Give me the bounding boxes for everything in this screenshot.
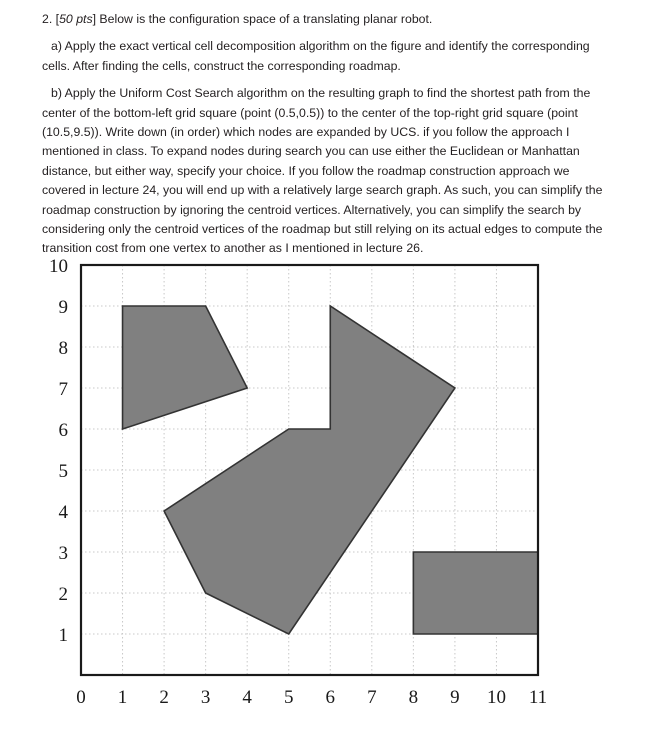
y-tick-label: 8 (58, 338, 68, 359)
x-tick-label: 11 (528, 687, 548, 708)
paragraph-part-b: b) Apply the Uniform Cost Search algorithm on the resulting graph to find the shortest path from the center of the bottom-left grid square (point (0.5,0.5)) to the center of the top-right grid square (point (10.5,9.5)). Write down (in order) which nodes are expanded by UCS. if you follow the approach I mentioned in class. To expand nodes during search you can use either the Euclidean or Manhattan distance, but either way, specify your choice. If you follow the roadmap construction approach we covered in lecture 24, you will end up with a relatively large search graph. As such, you can simplify the roadmap construction by ignoring the centroid vertices. Alternatively, you can simplify the search by considering only the centroid vertices of the roadmap but still relying on its actual edges to compute the transition cost from one vertex to another as I mentioned in lecture 26. (42, 86, 603, 256)
configuration-space-figure (0, 248, 651, 728)
problem-header-text: ] Below is the configuration space of a translating planar robot. (92, 12, 433, 26)
paragraph-part-a: a) Apply the exact vertical cell decomposition algorithm on the figure and identify the corresponding cells. After finding the cells, construct the corresponding roadmap. (42, 39, 590, 73)
x-tick-label: 4 (242, 687, 252, 708)
problem-statement (42, 10, 614, 267)
problem-number: 2. [ (42, 12, 60, 26)
x-tick-label: 6 (325, 687, 336, 708)
y-tick-label: 3 (58, 543, 68, 564)
y-tick-label: 10 (49, 256, 68, 277)
y-tick-label: 5 (58, 461, 68, 482)
x-tick-label: 2 (159, 687, 169, 708)
x-tick-label: 8 (408, 687, 419, 708)
y-tick-label: 6 (58, 420, 68, 441)
x-tick-label: 3 (200, 687, 211, 708)
x-tick-label: 5 (283, 687, 294, 708)
y-tick-label: 2 (58, 584, 68, 605)
obstacle-lower-right-rect (413, 552, 538, 634)
x-tick-label: 0 (76, 687, 86, 708)
configuration-space-plot (0, 248, 651, 728)
x-tick-label: 10 (486, 687, 506, 708)
points-emphasis: 50 pts (59, 12, 93, 26)
x-tick-label: 1 (117, 687, 128, 708)
y-tick-label: 1 (58, 625, 68, 646)
y-tick-label: 7 (58, 379, 68, 400)
y-tick-label: 9 (58, 297, 68, 318)
paragraph-problem-header (42, 10, 614, 29)
x-axis-tick-labels (76, 687, 547, 708)
x-tick-label: 9 (450, 687, 460, 708)
y-axis-tick-labels (49, 256, 69, 646)
y-tick-label: 4 (58, 502, 68, 523)
x-tick-label: 7 (367, 687, 377, 708)
